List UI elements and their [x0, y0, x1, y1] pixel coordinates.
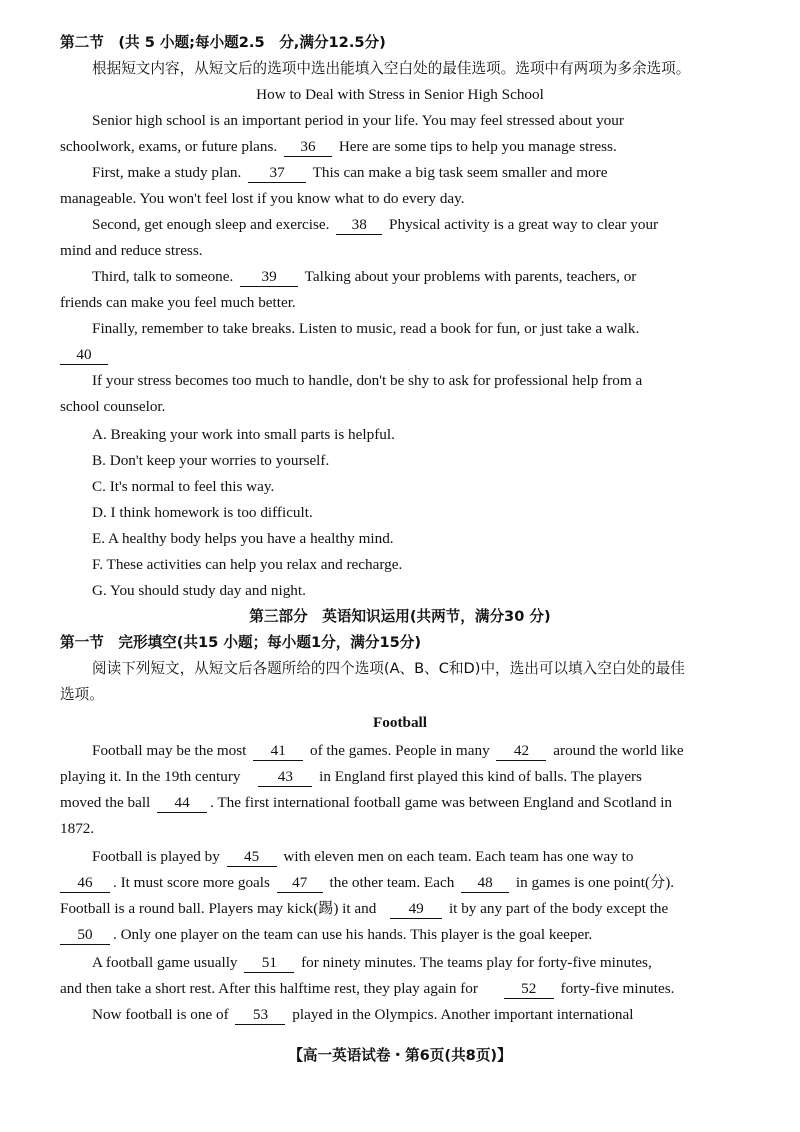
text-span: around the world like	[553, 742, 684, 759]
text-span: Second, get enough sleep and exercise.	[92, 216, 330, 233]
blank-41: 41	[253, 742, 303, 761]
blank-39: 39	[240, 268, 298, 287]
passage-line	[92, 950, 760, 976]
text-span: for ninety minutes. The teams play for forty-five minutes,	[301, 954, 652, 971]
text-span: played in the Olympics. Another important international	[292, 1006, 634, 1023]
text-span: . The first international football game was between England and Scotland in	[210, 794, 673, 811]
blank-36: 36	[284, 138, 332, 157]
text-span: in England first played this kind of balls. The players	[319, 768, 642, 785]
text-span: . Only one player on the team can use his hands. This player is the goal keeper.	[113, 926, 593, 943]
passage-line: friends can make you feel much better.	[60, 294, 296, 311]
page-footer: 【高一英语试卷・第6页(共8页)】	[288, 1047, 512, 1064]
passage-line	[92, 212, 760, 238]
text-span: This can make a big task seem smaller and more	[312, 164, 608, 181]
text-span: Here are some tips to help you manage stress.	[338, 138, 617, 155]
passage-line: manageable. You won't feel lost if you know what to do every day.	[60, 190, 465, 207]
text-span: Physical activity is a great way to clear your	[389, 216, 659, 233]
passage-line: school counselor.	[60, 398, 166, 415]
text-span: A football game usually	[92, 954, 238, 971]
option-c: C. It's normal to feel this way.	[92, 478, 275, 495]
text-span: Football may be the most	[92, 742, 247, 759]
blank-50: 50	[60, 926, 110, 945]
blank-43: 43	[258, 768, 312, 787]
blank-42: 42	[496, 742, 546, 761]
option-b: B. Don't keep your worries to yourself.	[92, 452, 330, 469]
cloze-instruction: 选项。	[60, 686, 104, 703]
part3-heading: 第三部分 英语知识运用(共两节，满分30 分)	[249, 608, 551, 625]
section2-instruction: 根据短文内容，从短文后的选项中选出能填入空白处的最佳选项。选项中有两项为多余选项。	[92, 60, 691, 77]
passage-line	[60, 870, 760, 896]
text-span: and then take a short rest. After this halftime rest, they play again for	[60, 980, 478, 997]
text-span: . It must score more goals	[113, 874, 270, 891]
passage-line	[60, 342, 760, 368]
blank-46: 46	[60, 874, 110, 893]
text-span: it by any part of the body except the	[448, 900, 669, 917]
text-span: forty-five minutes.	[560, 980, 675, 997]
passage-title: How to Deal with Stress in Senior High School	[256, 86, 544, 103]
blank-53: 53	[235, 1006, 285, 1025]
section1-heading: 第一节 完形填空(共15 小题；每小题1分，满分15分)	[60, 634, 422, 651]
cloze-instruction: 阅读下列短文，从短文后各题所给的四个选项(A、B、C和D)中，选出可以填入空白处的最佳	[92, 660, 685, 677]
blank-51: 51	[244, 954, 294, 973]
passage-line	[92, 160, 760, 186]
passage-line: Finally, remember to take breaks. Listen to music, read a book for fun, or just take a walk.	[92, 320, 640, 337]
passage-line: 1872.	[60, 820, 95, 837]
passage-line	[92, 1002, 760, 1028]
option-e: E. A healthy body helps you have a healthy mind.	[92, 530, 394, 547]
passage-line	[92, 738, 760, 764]
blank-37: 37	[248, 164, 306, 183]
text-span: playing it. In the 19th century	[60, 768, 241, 785]
passage-line	[60, 764, 760, 790]
text-span: with eleven men on each team. Each team has one way to	[283, 848, 634, 865]
blank-47: 47	[277, 874, 323, 893]
blank-38: 38	[336, 216, 382, 235]
passage-line	[92, 844, 760, 870]
passage-line	[60, 134, 760, 160]
passage-line	[60, 896, 760, 922]
text-span: Third, talk to someone.	[92, 268, 234, 285]
passage-line: If your stress becomes too much to handle, don't be shy to ask for professional help from a	[92, 372, 643, 389]
text-span: schoolwork, exams, or future plans.	[60, 138, 278, 155]
blank-52: 52	[504, 980, 554, 999]
option-d: D. I think homework is too difficult.	[92, 504, 313, 521]
text-span: Now football is one of	[92, 1006, 229, 1023]
passage-line: Senior high school is an important period in your life. You may feel stressed about your	[92, 112, 624, 129]
blank-45: 45	[227, 848, 277, 867]
text-span: of the games. People in many	[309, 742, 490, 759]
cloze-title: Football	[372, 714, 427, 731]
text-span: the other team. Each	[329, 874, 455, 891]
option-f: F. These activities can help you relax and recharge.	[92, 556, 403, 573]
option-a: A. Breaking your work into small parts is helpful.	[92, 426, 395, 443]
blank-40: 40	[60, 346, 108, 365]
text-span: Talking about your problems with parents, teachers, or	[304, 268, 637, 285]
passage-line: mind and reduce stress.	[60, 242, 203, 259]
passage-line	[60, 790, 760, 816]
section2-heading: 第二节 (共 5 小题;每小题2.5 分,满分12.5分)	[60, 34, 386, 51]
passage-line	[60, 976, 760, 1002]
passage-line	[60, 922, 760, 948]
blank-48: 48	[461, 874, 509, 893]
text-span: First, make a study plan.	[92, 164, 242, 181]
text-span: Football is played by	[92, 848, 220, 865]
text-span: Football is a round ball. Players may kick(踢) it and	[60, 900, 377, 917]
blank-44: 44	[157, 794, 207, 813]
blank-49: 49	[390, 900, 442, 919]
passage-line	[92, 264, 760, 290]
text-span: moved the ball	[60, 794, 151, 811]
text-span: in games is one point(分).	[515, 874, 675, 891]
option-g: G. You should study day and night.	[92, 582, 306, 599]
